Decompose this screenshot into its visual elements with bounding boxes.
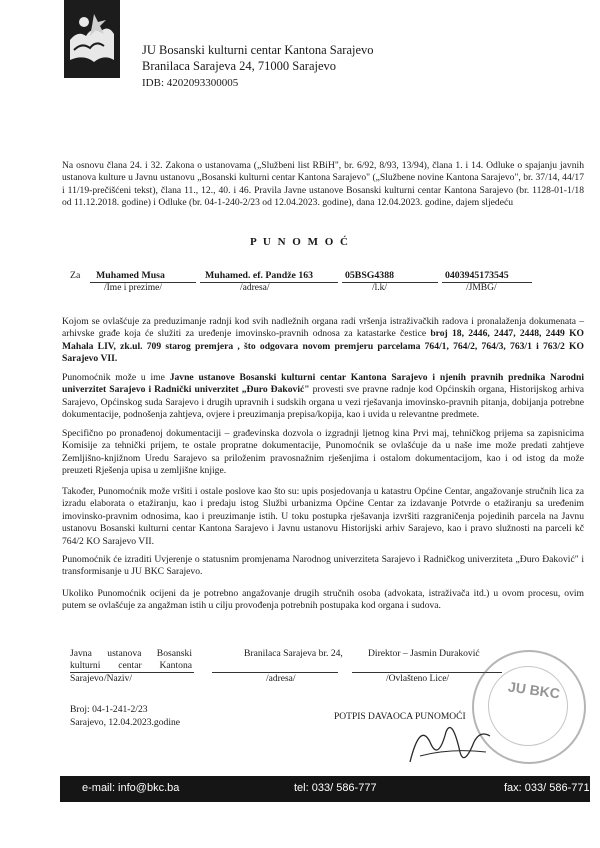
handwritten-signature: [390, 712, 510, 772]
id-caption: /l.k/: [372, 283, 388, 293]
certificate-paragraph: Punomoćnik će izraditi Uvjerenje o statusnim promjenama Narodnog univerziteta Sarajevo i Radničkog univerziteta „Đuro Đaković" i transformisanje u JU BKC Sarajevo.: [62, 554, 584, 578]
institution-name: JU Bosanski kulturni centar Kantona Sarajevo: [142, 43, 374, 57]
powers-entity: Javne ustanove Bosanski kulturni centar Kantona Sarajevo i njenih pravnih prednika Narodni univerzitet Sarajevo i Radnički univerzitet „Đuro Đaković": [62, 372, 584, 396]
grantor-person-caption: /Ovlašteno Lice/: [386, 674, 450, 684]
id-underline: [342, 282, 438, 283]
experts-paragraph: Ukoliko Punomoćnik ocijeni da je potrebno angažovanje drugih stručnih osoba (advokata, istraživača itd.) u ovom procesu, ovim putem se ovlašćuje za angažman istih u cilju provođenja potrebnih postupaka kod organa i sudova.: [62, 588, 584, 612]
footer-contact-bar: [60, 776, 590, 802]
grantor-name-caption: /Naziv/: [104, 674, 132, 684]
footer-fax: fax: 033/ 586-771: [504, 782, 590, 794]
address-caption: /adresa/: [240, 283, 270, 293]
grantor-person: Direktor – Jasmin Duraković: [368, 648, 480, 659]
scope-paragraph: [62, 316, 584, 366]
jmbg-caption: /JMBG/: [466, 283, 497, 293]
institution-logo: [64, 0, 120, 78]
legal-basis-paragraph: Na osnovu člana 24. i 32. Zakona o ustanovama („Službeni list RBiH", br. 6/92, 8/93, 13/94), člana 1. i 14. Odluke o spajanju javnih ustanova kulture u Javnu ustanovu „Bosanski kulturni centar Kantona Sarajevo" („Službene novine Kantona Sarajevo", br. 37/14, 44/17 i 11/19-prečišćeni tekst), člana 11., 12., 40. i 46. Pravila Javne ustanove Bosanski kulturni centar Kantona Sarajevo (br. 1128-01-1/18 od 11.12.2018. godine) i Odluke (br. 04-1-240-2/23 od 12.04.2023. godine), dana 12.04.2023. godine, dajem sljedeću: [62, 160, 584, 209]
institution-address: Branilaca Sarajeva 24, 71000 Sarajevo: [142, 59, 337, 73]
grantor-person-underline: [352, 672, 502, 673]
crest-icon: [64, 0, 120, 78]
grantee-jmbg: 0403945173545: [445, 270, 509, 281]
grantee-id-card: 05BSG4388: [345, 270, 394, 281]
reference-number: Broj: 04-1-241-2/23: [70, 704, 148, 715]
grantor-name: Javna ustanova Bosanski kulturni centar Kantona Sarajevo: [70, 648, 192, 684]
grantor-address-caption: /adresa/: [266, 674, 296, 684]
powers-intro: Punomoćnik može u ime: [62, 372, 170, 383]
footer-email[interactable]: e-mail: info@bkc.ba: [82, 782, 180, 794]
grantor-address-underline: [212, 672, 338, 673]
scope-parcels: broj 18, 2446, 2447, 2448, 2449 KO Mahala LIV, zk.ul. 709 starog premjera , što odgovara novom premjeru parcelama 764/1, 764/2, 764/3, 763/1 i 763/2 KO Sarajevo VII.: [62, 328, 584, 365]
scope-text: Kojom se ovlašćuje za preduzimanje radnji kod svih nadležnih organa radi vršenja istraživačkih radova i pronalaženja dokumenata – arhivske građe koja će služiti za uređenje imovinsko-pravnih odnosa za katastarke čestice: [62, 316, 584, 340]
za-label: Za: [70, 270, 81, 281]
grantee-address: Muhamed. ef. Pandže 163: [205, 270, 314, 281]
footer-phone: tel: 033/ 586-777: [294, 782, 377, 794]
grantee-name: Muhamed Musa: [96, 270, 165, 281]
institution-idb: IDB: 4202093300005: [142, 77, 239, 89]
signature-label: POTPIS DAVAOCA PUNOMOĆI: [334, 712, 466, 722]
document-title: P U N O M O Ć: [250, 236, 350, 248]
additional-tasks-paragraph: Također, Punomoćnik može vršiti i ostale poslove kao što su: upis posjedovanja u katastru Općine Centar, angažovanje stručnih lica za izradu elaborata o etažiranju, kao i predaju istog Službi urbanizma Općine Centar za izdavanje Potvrde o etažiranju sa uređenim imovinsko-pravnim odnosima, kao i preuzimanje istih. U toku postupka rješavanja izvršiti razgraničenja pojedinih parcela na Javnu ustanovu Bosanski kulturni centar Kantona Sarajevo i Javnu ustanovu Historijski arhiv Sarajevo, kao i pravo služnosti na parceli kč 764/2 KO Sarajevo VII.: [62, 486, 584, 547]
grantor-address: Branilaca Sarajeva br. 24,: [244, 648, 343, 659]
powers-text: provesti sve pravne radnje kod Općinskih organa, Historijskog arhiva Sarajevo, Općinskog suda Sarajevo i drugih upravnih i sudskih organa u vezi rješavanja imovinsko-pravnih pitanja, dobijanja potrebne dokumentacije, podnošenja zahtjeva, ovjere i preuzimanja prepisa/kopija, kao i uvida u relevantne predmete.: [62, 384, 585, 421]
official-stamp: JU BKC: [472, 650, 586, 764]
documentation-paragraph: Specifično po pronađenoj dokumentaciji – građevinska dozvola o izgradnji ljetnog kina Prvi maj, tehničkog prijema sa zapisnicima Komisije za tehnički prijem, te ostale propratne dokumentacije, Punomoćnik se ovlašćuje da u naše ime može predati zahtjeve Zemljišno-knjižnom Uredu Sarajevo sa priloženim pravosnažnim rješenjima i ostalom dokumentacijom, kao i od istog da može preuzeti Rješenja upisa u zemljišne knjige.: [62, 428, 584, 477]
powers-paragraph: [62, 372, 584, 422]
name-caption: /Ime i prezime/: [104, 283, 163, 293]
reference-place-date: Sarajevo, 12.04.2023.godine: [70, 717, 181, 728]
grantor-name-underline: [70, 672, 194, 673]
